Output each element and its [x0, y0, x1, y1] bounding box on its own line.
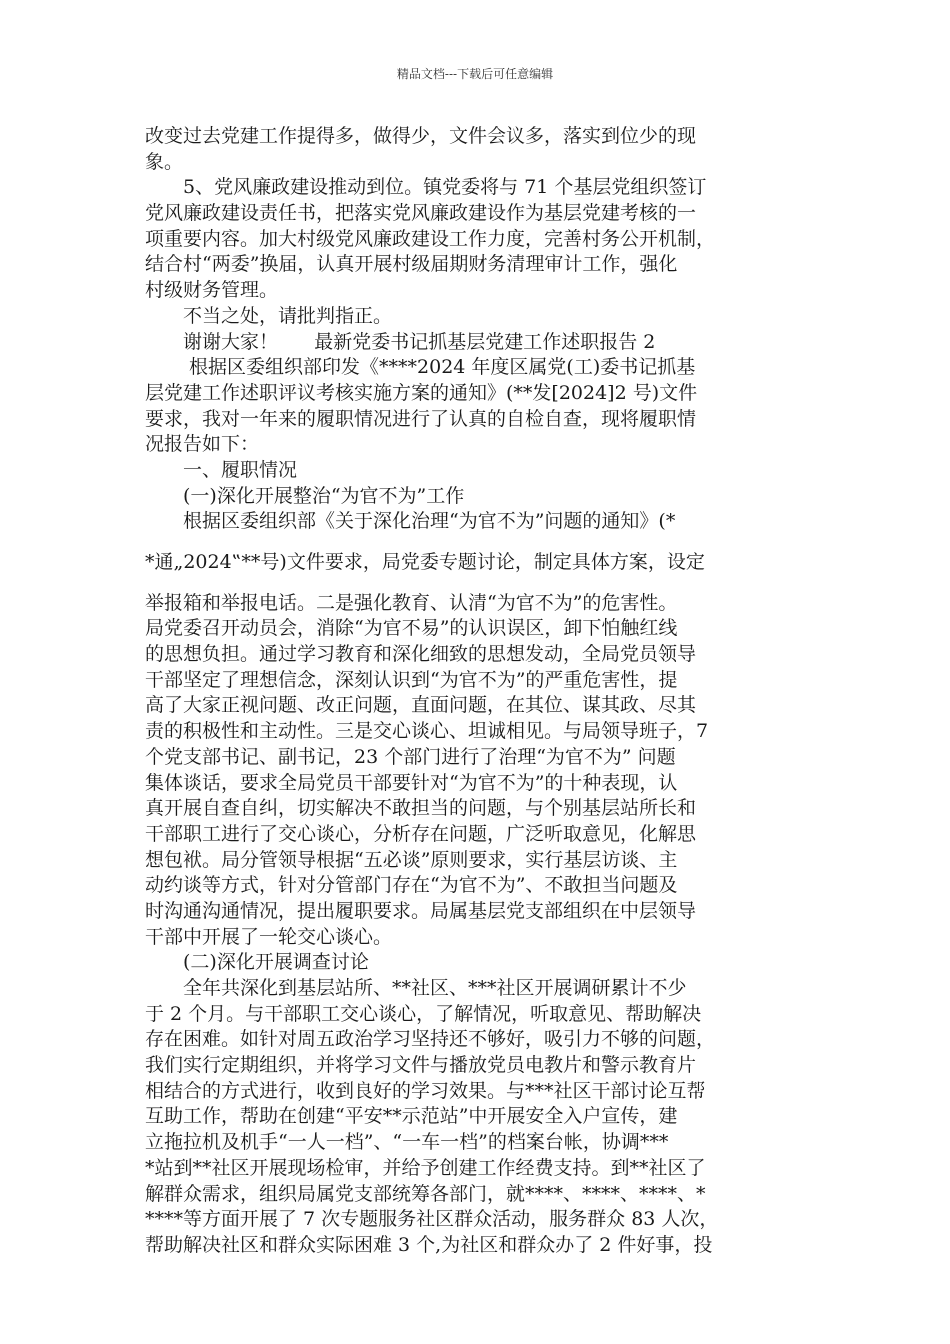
- text-line: 想包袱。局分管领导根据“五必谈”原则要求，实行基层访谈、主: [145, 848, 678, 871]
- text-line: 要求，我对一年来的履职情况进行了认真的自检自查，现将履职情: [145, 407, 697, 430]
- text-line: 5、党风廉政建设推动到位。镇党委将与 71 个基层党组织签订: [183, 176, 707, 199]
- text-line: 干部职工进行了交心谈心，分析存在问题，广泛听取意见，化解思: [145, 822, 697, 845]
- text-line: 互助工作，帮助在创建“平安**示范站”中开展安全入户宣传，建: [145, 1105, 678, 1128]
- text-line: 个党支部书记、副书记，23 个部门进行了治理“为官不为” 问题: [145, 745, 676, 768]
- text-line: 干部中开展了一轮交心谈心。: [145, 925, 393, 948]
- text-line: 根据区委组织部印发《****2024 年度区属党(工)委书记抓基: [183, 356, 696, 379]
- text-line: 不当之处，请批判指正。: [183, 304, 393, 327]
- text-line: 谢谢大家！ 最新党委书记抓基层党建工作述职报告 2: [183, 330, 656, 353]
- text-line: ****等方面开展了 7 次专题服务社区群众活动，服务群众 83 人次，: [145, 1208, 719, 1231]
- text-line: 干部坚定了理想信念，深刻认识到“为官不为”的严重危害性，提: [145, 668, 678, 691]
- text-line: 相结合的方式进行，收到良好的学习效果。与***社区干部讨论互帮: [145, 1079, 706, 1102]
- text-line: 高了大家正视问题、改正问题，直面问题，在其位、谋其政、尽其: [145, 694, 697, 717]
- document-body: [145, 124, 805, 1259]
- text-line: 我们实行定期组织，并将学习文件与播放党员电教片和警示教育片: [145, 1054, 697, 1077]
- text-line: 时沟通沟通情况，提出履职要求。局属基层党支部组织在中层领导: [145, 899, 697, 922]
- text-line: 立拖拉机及机手“一人一档”、“一车一档”的档案台帐，协调***: [145, 1131, 669, 1154]
- text-line: 集体谈话，要求全局党员干部要针对“为官不为”的十种表现，认: [145, 771, 678, 794]
- text-line: 层党建工作述职评议考核实施方案的通知》(**发[2024]2 号)文件: [145, 381, 698, 404]
- text-line: 结合村“两委”换届，认真开展村级届期财务清理审计工作，强化: [145, 253, 678, 276]
- text-line: 项重要内容。加大村级党风廉政建设工作力度，完善村务公开机制，: [145, 227, 716, 250]
- text-line: 解群众需求，组织局属党支部统筹各部门，就****、****、****、*: [145, 1182, 706, 1205]
- text-line: 真开展自查自纠，切实解决不敢担当的问题，与个别基层站所长和: [145, 797, 697, 820]
- text-line: 根据区委组织部《关于深化治理“为官不为”问题的通知》(*: [183, 510, 676, 533]
- text-line: 的思想负担。通过学习教育和深化细致的思想发动，全局党员领导: [145, 643, 697, 666]
- text-line: *站到**社区开展现场检审，并给予创建工作经费支持。到**社区了: [145, 1156, 706, 1179]
- text-line: 一、履职情况: [183, 458, 298, 481]
- text-line: 帮助解决社区和群众实际困难 3 个,为社区和群众办了 2 件好事，投: [145, 1233, 713, 1256]
- text-line: 全年共深化到基层站所、**社区、***社区开展调研累计不少: [183, 977, 687, 999]
- text-line: 况报告如下：: [145, 433, 260, 456]
- text-line: 局党委召开动员会，消除“为官不易”的认识误区，卸下怕触红线: [145, 617, 678, 640]
- text-line: 象。: [145, 150, 184, 173]
- text-line: 举报箱和举报电话。二是强化教育、认清“为官不为”的危害性。: [145, 591, 678, 614]
- text-line: 于 2 个月。与干部职工交心谈心，了解情况，听取意见、帮助解决: [145, 1002, 702, 1025]
- text-line: (一)深化开展整治“为官不为”工作: [183, 484, 465, 507]
- text-line: 村级财务管理。: [145, 279, 279, 302]
- text-line: *通„2024‟**号)文件要求，局党委专题讨论，制定具体方案，设定: [145, 551, 705, 573]
- text-line: 动约谈等方式，针对分管部门存在“为官不为”、不敢担当问题及: [145, 874, 678, 897]
- text-line: (二)深化开展调查讨论: [183, 951, 369, 974]
- page-header: 精品文档---下载后可任意编辑: [396, 67, 554, 81]
- text-line: 责的积极性和主动性。三是交心谈心、坦诚相见。与局领导班子，7: [145, 720, 709, 743]
- text-line: 改变过去党建工作提得多，做得少，文件会议多，落实到位少的现: [145, 125, 697, 147]
- text-line: 存在困难。如针对周五政治学习坚持还不够好，吸引力不够的问题，: [145, 1028, 716, 1051]
- text-line: 党风廉政建设责任书，把落实党风廉政建设作为基层党建考核的一: [145, 202, 697, 225]
